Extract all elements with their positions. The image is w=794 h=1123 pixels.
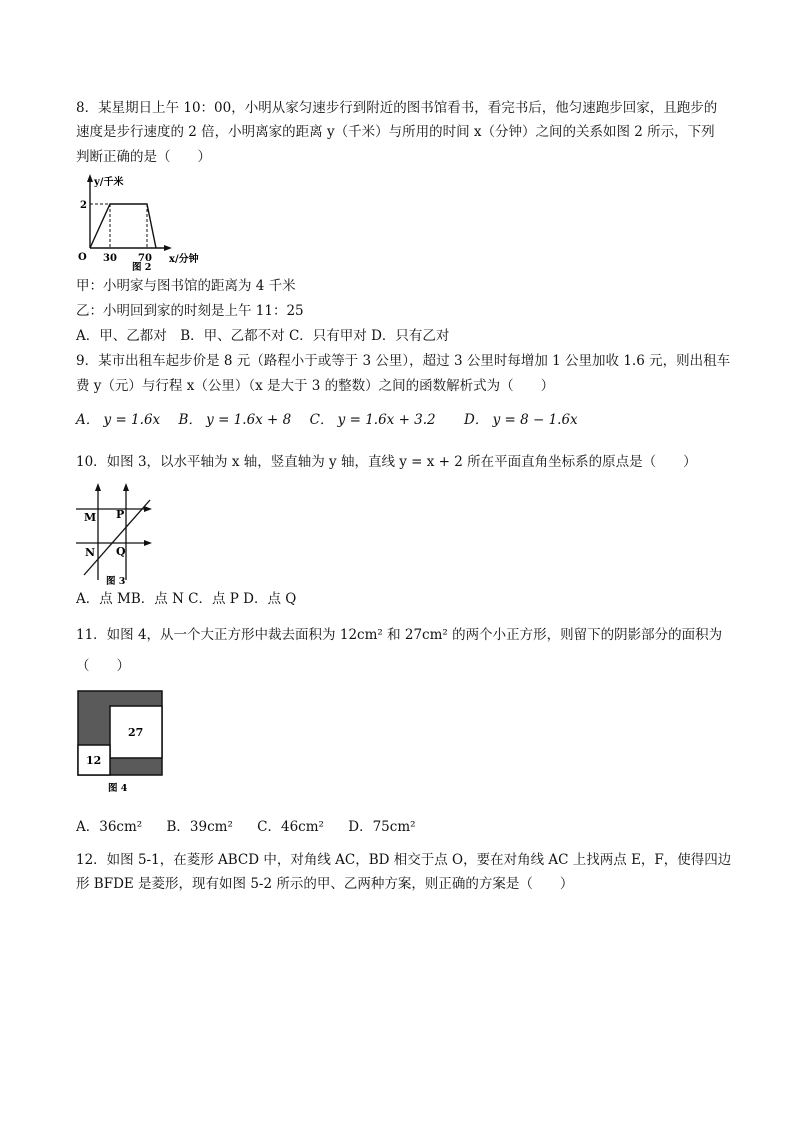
q9-option-a: A． y = 1.6x bbox=[76, 412, 161, 428]
q9-option-d: D． y = 8 − 1.6x bbox=[463, 412, 578, 428]
q9-line-1: 9．某市出租车起步价是 8 元（路程小于或等于 3 公里），超过 3 公里时每增加 1 公里加收 1.6 元，则出租车 bbox=[76, 353, 731, 369]
vertical-axis-right-arrow bbox=[123, 483, 129, 491]
point-m-label: M bbox=[84, 511, 97, 524]
horizontal-axis-bottom-arrow bbox=[144, 540, 152, 546]
q9-option-c: C． y = 1.6x + 3.2 bbox=[309, 412, 436, 428]
x-axis-arrow bbox=[164, 245, 172, 251]
figure-3-lines bbox=[72, 480, 162, 590]
q12-line-1: 12．如图 5-1，在菱形 ABCD 中，对角线 AC，BD 相交于点 O，要在对角线 AC 上找两点 E，F，使得四边 bbox=[76, 852, 732, 868]
point-p-label: P bbox=[116, 508, 125, 521]
point-n-label: N bbox=[85, 546, 96, 559]
x-tick-30: 30 bbox=[103, 253, 117, 264]
square-12-label: 12 bbox=[86, 754, 102, 767]
q11-line-1: 11．如图 4，从一个大正方形中裁去面积为 12cm² 和 27cm² 的两个小正方形，则留下的阴影部分的面积为 bbox=[76, 627, 723, 643]
q8-options: A．甲、乙都对 B．甲、乙都不对 C．只有甲对 D．只有乙对 bbox=[76, 328, 450, 344]
q8-line-2: 速度是步行速度的 2 倍，小明离家的距离 y（千米）与所用的时间 x（分钟）之间的关系如图 2 所示，下列 bbox=[76, 124, 715, 140]
q8-line-1: 8．某星期日上午 10：00，小明从家匀速步行到附近的图书馆看书，看完书后，他匀速跑步回家，且跑步的 bbox=[76, 100, 718, 116]
figure-4-squares bbox=[76, 688, 168, 796]
point-q-label: Q bbox=[116, 545, 126, 558]
x-tick-70: 70 bbox=[138, 253, 152, 264]
vertical-axis-left-arrow bbox=[95, 483, 101, 491]
figure-3-caption: 图 3 bbox=[106, 576, 126, 587]
figure-2-graph bbox=[72, 172, 222, 272]
q12-line-2: 形 BFDE 是菱形，现有如图 5-2 所示的甲、乙两种方案，则正确的方案是（ ） bbox=[76, 876, 574, 892]
figure-4-caption: 图 4 bbox=[108, 783, 128, 794]
y-tick-2: 2 bbox=[80, 200, 87, 211]
q11-options bbox=[76, 817, 430, 837]
q11-option-b: B．39cm² bbox=[166, 819, 233, 835]
q10-options: A．点 MB．点 N C．点 P D．点 Q bbox=[76, 591, 297, 607]
horizontal-axis-top-arrow bbox=[144, 506, 152, 512]
q9-options bbox=[76, 410, 592, 430]
q10-line-1: 10．如图 3，以水平轴为 x 轴，竖直轴为 y 轴，直线 y = x + 2 所在平面直角坐标系的原点是（ ） bbox=[76, 454, 697, 470]
q8-statement-jia: 甲：小明家与图书馆的距离为 4 千米 bbox=[76, 278, 296, 294]
distance-time-line bbox=[90, 204, 156, 248]
y-axis-arrow bbox=[87, 174, 93, 182]
x-axis-label: x/分钟 bbox=[169, 254, 199, 265]
q11-option-c: C．46cm² bbox=[257, 819, 324, 835]
q11-option-d: D．75cm² bbox=[348, 819, 416, 835]
origin-label: O bbox=[78, 252, 87, 263]
q9-option-b: B． y = 1.6x + 8 bbox=[178, 412, 292, 428]
q8-statement-yi: 乙：小明回到家的时刻是上午 11：25 bbox=[76, 303, 304, 319]
q8-line-3: 判断正确的是（ ） bbox=[76, 149, 211, 165]
q11-option-a: A．36cm² bbox=[76, 819, 143, 835]
q9-line-2: 费 y（元）与行程 x（公里）（x 是大于 3 的整数）之间的函数解析式为（ ） bbox=[76, 378, 555, 394]
figure-2-caption: 图 2 bbox=[132, 262, 152, 272]
y-axis-label: y/千米 bbox=[94, 177, 124, 188]
q11-line-2: （ ） bbox=[76, 658, 130, 674]
square-27-label: 27 bbox=[128, 726, 144, 739]
